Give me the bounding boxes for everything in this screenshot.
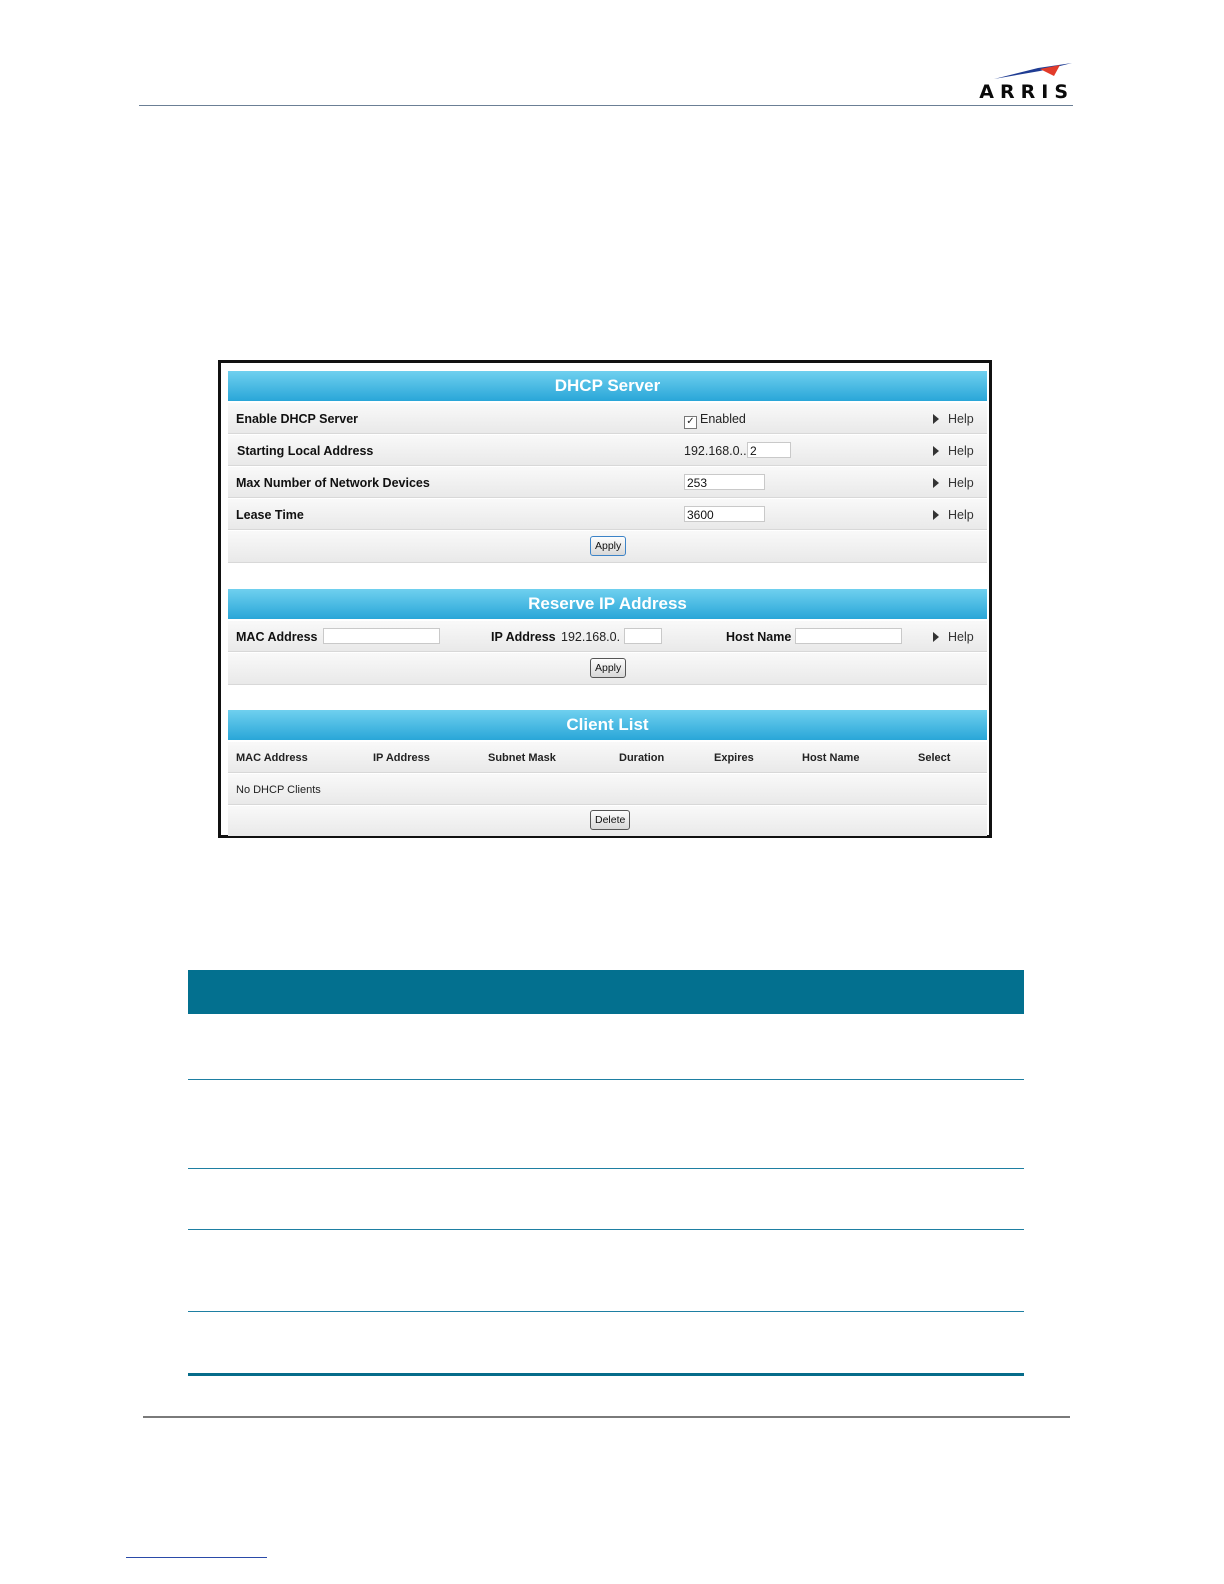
- delete-button[interactable]: Delete: [590, 810, 630, 830]
- reserve-mac-input[interactable]: [323, 628, 440, 644]
- table-header: [188, 970, 1024, 1014]
- lease-time-input[interactable]: 3600: [684, 506, 765, 522]
- table-bottom-border: [188, 1373, 1024, 1376]
- dhcp-apply-row: [228, 531, 987, 563]
- triangle-right-icon: [933, 414, 939, 424]
- starting-address-label: Starting Local Address: [237, 444, 374, 458]
- help-link-start[interactable]: Help: [933, 444, 974, 458]
- reserve-apply-row: [228, 653, 987, 685]
- column-duration: Duration: [619, 752, 665, 764]
- reserve-host-label: Host Name: [726, 630, 792, 644]
- enable-dhcp-field: [684, 412, 746, 429]
- footer-divider: [143, 1416, 1070, 1418]
- triangle-right-icon: [933, 478, 939, 488]
- column-ip-address: IP Address: [373, 752, 430, 764]
- logo-text: ARRIS: [979, 81, 1074, 103]
- column-host-name: Host Name: [802, 752, 860, 764]
- table-row-divider: [188, 1168, 1024, 1169]
- triangle-right-icon: [933, 632, 939, 642]
- reserve-ip-label: IP Address: [491, 630, 556, 644]
- lease-time-row: [228, 499, 987, 530]
- triangle-right-icon: [933, 510, 939, 520]
- dhcp-apply-button[interactable]: Apply: [590, 536, 626, 556]
- client-list-title: Client List: [228, 710, 987, 740]
- reserve-mac-label: MAC Address: [236, 630, 318, 644]
- dhcp-server-title: DHCP Server: [228, 371, 987, 401]
- reserve-ip-prefix: 192.168.0.: [561, 630, 621, 644]
- reserve-ip-title: Reserve IP Address: [228, 589, 987, 619]
- max-devices-input[interactable]: 253: [684, 474, 765, 490]
- column-select: Select: [918, 752, 951, 764]
- help-link-max[interactable]: Help: [933, 476, 974, 490]
- help-link-reserve[interactable]: Help: [933, 630, 974, 644]
- enable-dhcp-value: Enabled: [700, 412, 746, 426]
- help-link-lease[interactable]: Help: [933, 508, 974, 522]
- arris-logo: [968, 62, 1074, 102]
- starting-address-row: [228, 435, 987, 466]
- header-divider: [139, 105, 1073, 106]
- column-mac-address: MAC Address: [236, 752, 308, 764]
- reserve-ip-input[interactable]: [624, 628, 662, 644]
- enable-dhcp-label: Enable DHCP Server: [236, 412, 359, 426]
- triangle-right-icon: [933, 446, 939, 456]
- table-row-divider: [188, 1079, 1024, 1080]
- client-list-empty-row: [228, 774, 987, 805]
- help-link-enable[interactable]: Help: [933, 412, 974, 426]
- reserve-host-input[interactable]: [795, 628, 902, 644]
- lease-time-label: Lease Time: [236, 508, 304, 522]
- enable-dhcp-row: [228, 403, 987, 434]
- starting-address-prefix: 192.168.0..: [684, 444, 747, 458]
- max-devices-row: [228, 467, 987, 498]
- table-row-divider: [188, 1311, 1024, 1312]
- column-subnet-mask: Subnet Mask: [488, 752, 556, 764]
- footer-link-underline[interactable]: [126, 1557, 267, 1558]
- column-expires: Expires: [714, 752, 754, 764]
- reserve-ip-row: [228, 621, 987, 652]
- reserve-apply-button[interactable]: Apply: [590, 658, 626, 678]
- table-row-divider: [188, 1229, 1024, 1230]
- dhcp-screenshot: [218, 360, 992, 838]
- no-clients-text: No DHCP Clients: [236, 784, 321, 796]
- client-delete-row: [228, 806, 987, 836]
- starting-address-input[interactable]: 2: [747, 442, 791, 458]
- client-list-header-row: [228, 742, 987, 773]
- enable-dhcp-checkbox[interactable]: ✓: [684, 416, 697, 429]
- max-devices-label: Max Number of Network Devices: [236, 476, 430, 490]
